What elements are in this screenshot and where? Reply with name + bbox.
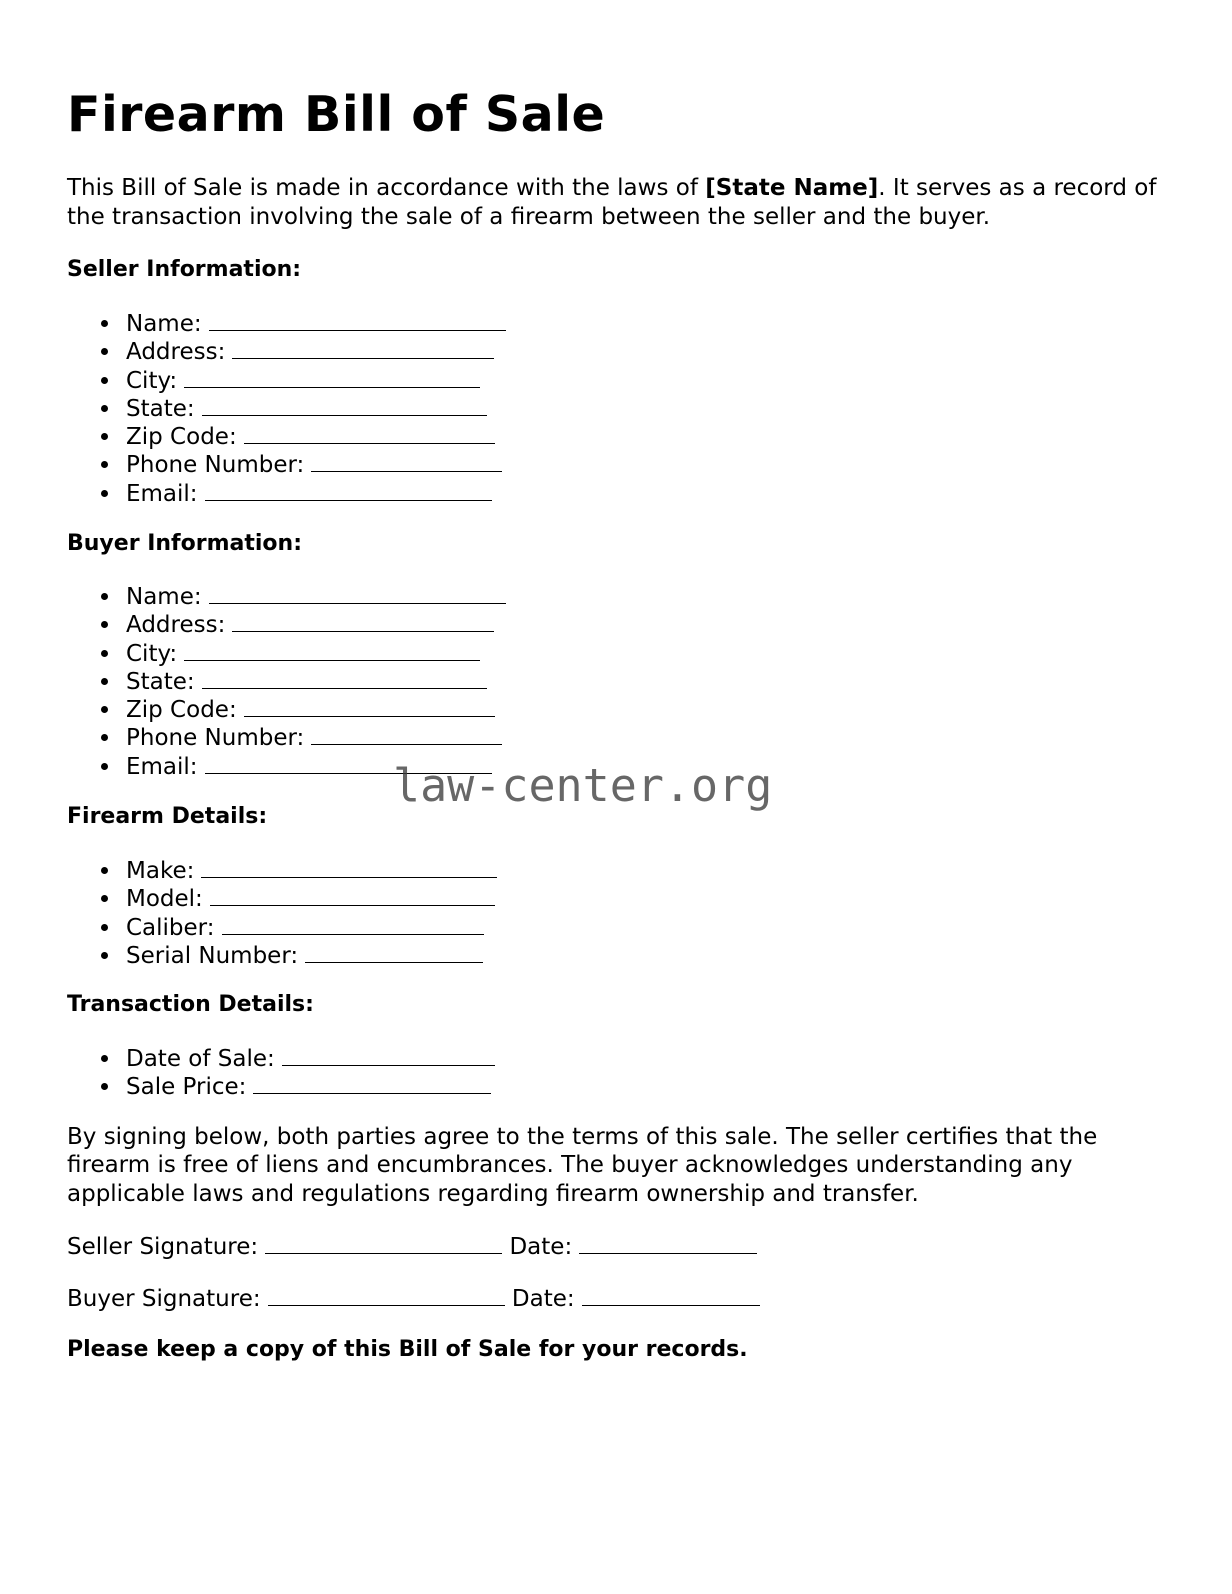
buyer-date-blank[interactable]: [582, 1283, 760, 1306]
field-label: Name:: [126, 311, 202, 337]
seller-signature-label: Seller Signature:: [67, 1234, 259, 1260]
seller-signature-line: [67, 1231, 757, 1262]
firearm-fields-list: [67, 855, 497, 968]
sale-price-field[interactable]: [67, 1071, 495, 1099]
buyer-city-blank[interactable]: [184, 638, 480, 661]
firearm-make-field[interactable]: [67, 855, 497, 883]
buyer-address-field[interactable]: [67, 609, 506, 637]
buyer-name-blank[interactable]: [209, 581, 506, 604]
field-label: Address:: [126, 339, 226, 366]
intro-text-before: This Bill of Sale is made in accordance with the laws of: [67, 175, 706, 201]
buyer-signature-blank[interactable]: [268, 1283, 505, 1306]
seller-name-blank[interactable]: [209, 308, 506, 331]
seller-zip-blank[interactable]: [244, 421, 495, 444]
buyer-state-field[interactable]: [67, 666, 506, 694]
field-label: Email:: [126, 753, 198, 780]
field-label: Phone Number:: [126, 725, 305, 752]
field-label: Address:: [126, 612, 226, 639]
field-label: Email:: [126, 480, 198, 507]
intro-text-after: . It serves as a record of the transaction involving the sale of a firearm between the seller and the buyer.: [67, 175, 1157, 230]
buyer-city-field[interactable]: [67, 638, 506, 666]
agreement-paragraph: By signing below, both parties agree to the terms of this sale. The seller certifies that the firearm is free of liens and encumbrances. The buyer acknowledges understanding any applicable laws and regulations regarding firearm ownership and transfer.: [67, 1124, 1098, 1207]
seller-address-field[interactable]: [67, 336, 506, 364]
field-label: City:: [126, 640, 178, 667]
buyer-date-label: Date:: [511, 1286, 575, 1312]
field-label: Phone Number:: [126, 452, 305, 479]
buyer-zip-blank[interactable]: [244, 694, 495, 717]
seller-date-blank[interactable]: [579, 1231, 757, 1254]
firearm-model-field[interactable]: [67, 883, 497, 911]
sale-date-field[interactable]: [67, 1043, 495, 1071]
buyer-address-blank[interactable]: [232, 609, 494, 632]
firearm-serial-blank[interactable]: [305, 940, 483, 963]
seller-phone-blank[interactable]: [311, 449, 502, 472]
sale-price-blank[interactable]: [253, 1071, 491, 1094]
buyer-section-heading: Buyer Information:: [67, 531, 302, 556]
buyer-signature-line: [67, 1283, 760, 1314]
field-label: Model:: [126, 886, 203, 913]
seller-date-label: Date:: [509, 1234, 573, 1260]
buyer-phone-field[interactable]: [67, 722, 506, 750]
buyer-zip-field[interactable]: [67, 694, 506, 722]
field-label: Sale Price:: [126, 1074, 247, 1101]
buyer-state-blank[interactable]: [202, 666, 487, 689]
seller-section-heading: Seller Information:: [67, 257, 302, 282]
seller-zip-field[interactable]: [67, 421, 506, 449]
field-label: Caliber:: [126, 914, 215, 941]
seller-address-blank[interactable]: [232, 336, 494, 359]
buyer-phone-blank[interactable]: [311, 722, 502, 745]
seller-city-field[interactable]: [67, 365, 506, 393]
buyer-email-field[interactable]: [67, 751, 506, 779]
state-name-placeholder: [State Name]: [705, 175, 879, 201]
transaction-fields-list: [67, 1043, 495, 1100]
buyer-name-field[interactable]: [67, 581, 506, 609]
field-label: Zip Code:: [126, 424, 237, 451]
firearm-model-blank[interactable]: [210, 883, 495, 906]
seller-signature-blank[interactable]: [265, 1231, 502, 1254]
seller-email-field[interactable]: [67, 478, 506, 506]
field-label: Name:: [126, 584, 202, 610]
field-label: Date of Sale:: [126, 1046, 275, 1072]
seller-state-field[interactable]: [67, 393, 506, 421]
seller-name-field[interactable]: [67, 308, 506, 336]
firearm-make-blank[interactable]: [201, 855, 497, 878]
buyer-signature-label: Buyer Signature:: [67, 1286, 261, 1312]
sale-date-blank[interactable]: [282, 1043, 495, 1066]
buyer-email-blank[interactable]: [205, 751, 492, 774]
firearm-caliber-field[interactable]: [67, 912, 497, 940]
watermark: law-center.org: [393, 759, 773, 812]
firearm-section-heading: Firearm Details:: [67, 804, 268, 829]
page-title: Firearm Bill of Sale: [67, 86, 606, 143]
field-label: Zip Code:: [126, 697, 237, 724]
buyer-fields-list: [67, 581, 506, 779]
field-label: Make:: [126, 858, 195, 884]
seller-phone-field[interactable]: [67, 449, 506, 477]
records-note: Please keep a copy of this Bill of Sale for your records.: [67, 1337, 748, 1362]
transaction-section-heading: Transaction Details:: [67, 992, 314, 1017]
firearm-caliber-blank[interactable]: [222, 912, 484, 935]
intro-paragraph: [67, 174, 1167, 232]
field-label: Serial Number:: [126, 942, 299, 969]
field-label: State:: [126, 395, 195, 422]
firearm-serial-field[interactable]: [67, 940, 497, 968]
seller-city-blank[interactable]: [184, 365, 480, 388]
seller-fields-list: [67, 308, 506, 506]
seller-state-blank[interactable]: [202, 393, 487, 416]
field-label: State:: [126, 668, 195, 695]
field-label: City:: [126, 367, 178, 394]
seller-email-blank[interactable]: [205, 478, 492, 501]
